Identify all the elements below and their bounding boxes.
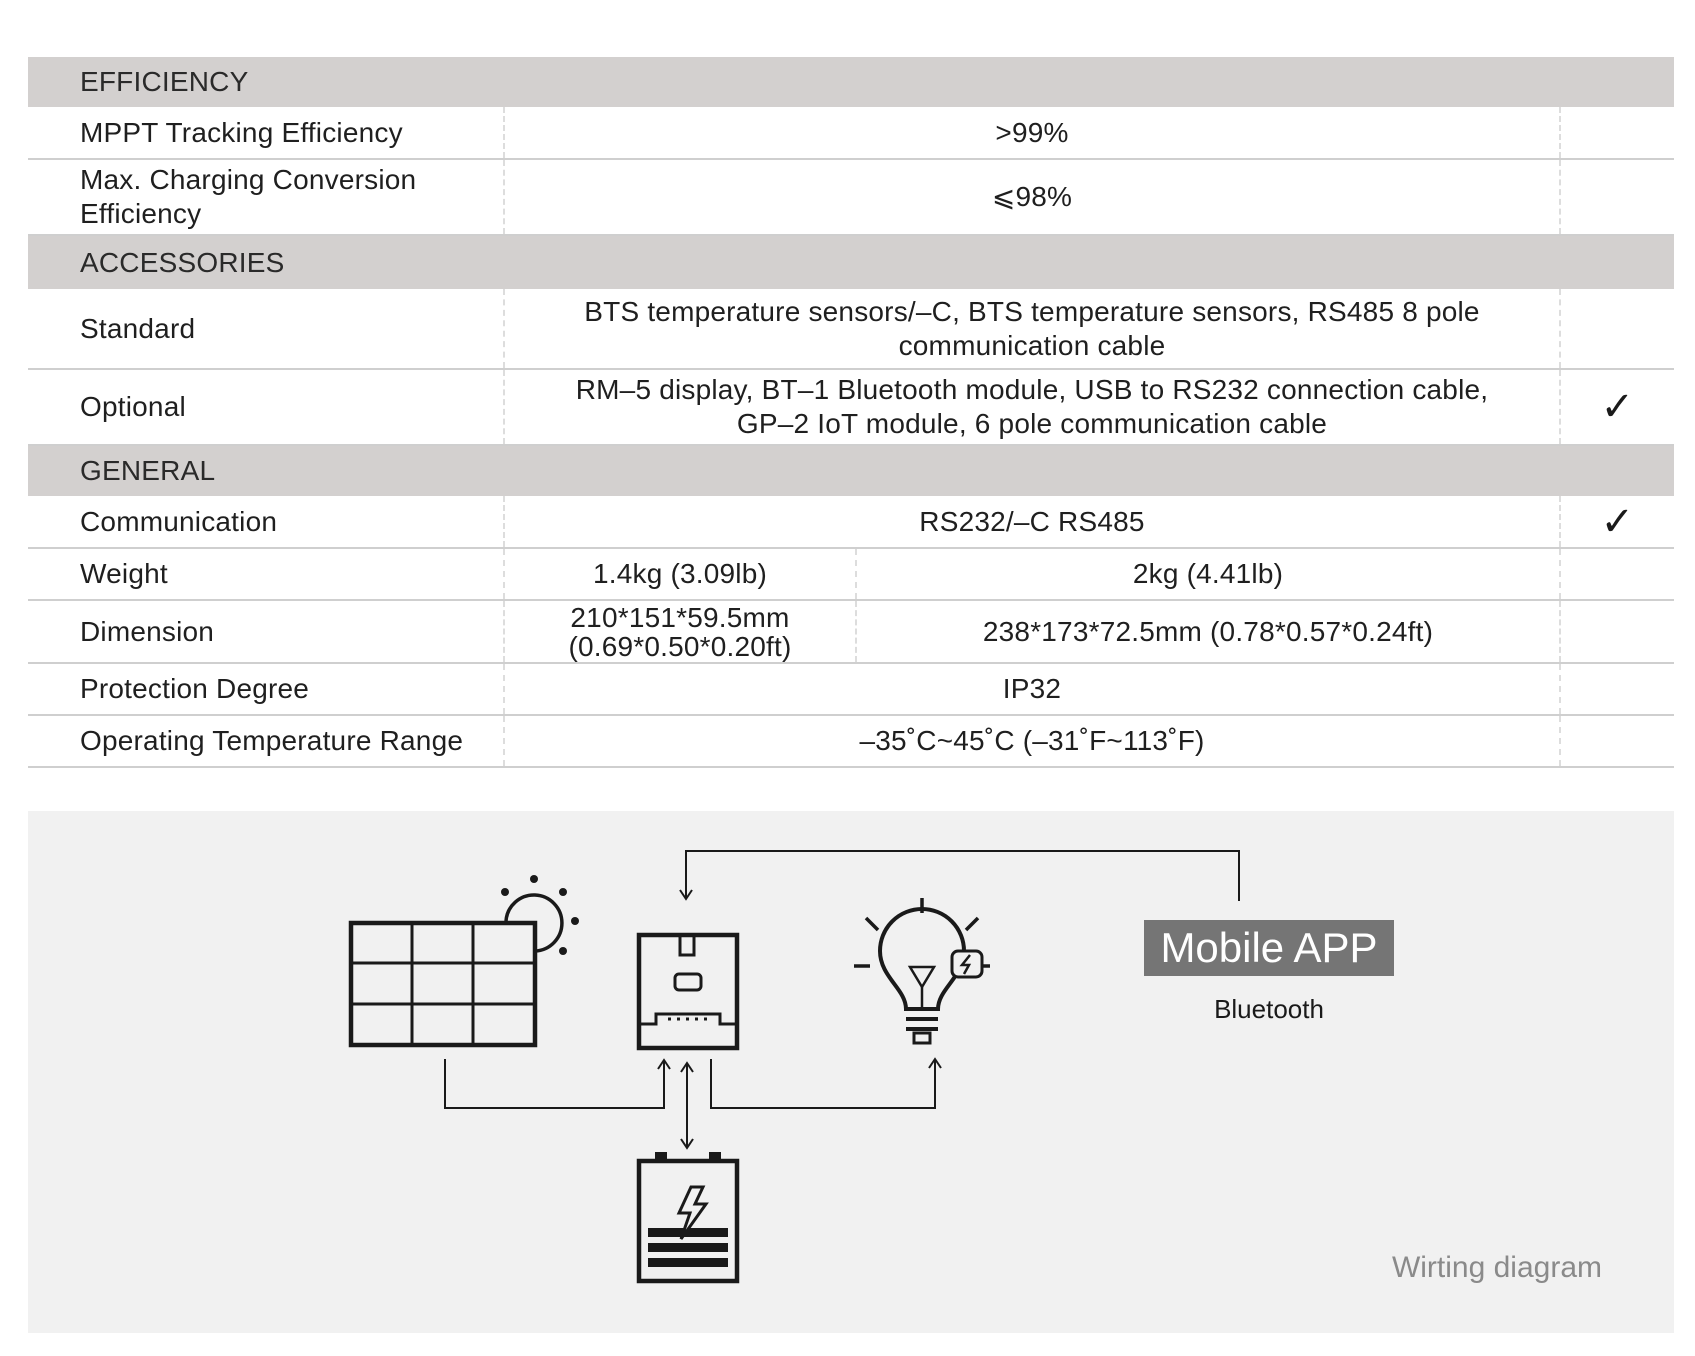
row-check-cell	[1560, 107, 1674, 159]
row-value-line: GP–2 IoT module, 6 pole communication cable	[736, 408, 1328, 439]
row-value: ⩽98%	[504, 159, 1560, 235]
row-value	[504, 289, 1560, 369]
row-value: >99%	[504, 107, 1560, 159]
row-check-cell	[1560, 663, 1674, 715]
row-value: IP32	[504, 663, 1560, 715]
row-label: Communication	[28, 496, 504, 548]
wiring-diagram-panel	[28, 811, 1674, 1333]
charge-controller-icon	[639, 935, 737, 1048]
row-label-line: Max. Charging Conversion	[80, 164, 417, 195]
table-row	[28, 548, 1674, 600]
row-label: Optional	[28, 369, 504, 445]
row-label: Protection Degree	[28, 663, 504, 715]
sun-icon	[501, 875, 579, 955]
row-label: Operating Temperature Range	[28, 715, 504, 767]
spec-table	[28, 57, 1674, 768]
diagram-caption: Wirting diagram	[1391, 1251, 1602, 1284]
row-label: Dimension	[28, 600, 504, 663]
table-row	[28, 715, 1674, 767]
section-efficiency	[28, 57, 1674, 107]
bluetooth-label: Bluetooth	[1214, 994, 1324, 1024]
row-check-cell	[1560, 159, 1674, 235]
table-row	[28, 289, 1674, 369]
light-bulb-icon	[854, 898, 990, 1043]
row-value-line: communication cable	[898, 329, 1166, 361]
row-check-cell	[1560, 289, 1674, 369]
row-check-cell	[1560, 715, 1674, 767]
row-value-line: BTS temperature sensors/–C, BTS temperature sensors, RS485 8 pole	[584, 295, 1480, 327]
row-value-line: RM–5 display, BT–1 Bluetooth module, USB to RS232 connection cable,	[575, 374, 1489, 405]
table-row	[28, 600, 1674, 663]
row-value	[504, 369, 1560, 445]
row-label-line: Efficiency	[80, 198, 202, 229]
row-label: MPPT Tracking Efficiency	[28, 107, 504, 159]
section-title: EFFICIENCY	[28, 57, 1674, 107]
battery-icon	[639, 1152, 737, 1281]
table-row	[28, 496, 1674, 548]
table-row	[28, 107, 1674, 159]
table-row	[28, 369, 1674, 445]
row-label: Standard	[28, 289, 504, 369]
section-accessories	[28, 235, 1674, 289]
section-title: ACCESSORIES	[28, 235, 1674, 289]
row-value-b: 238*173*72.5mm (0.78*0.57*0.24ft)	[856, 600, 1560, 663]
row-value-line: (0.69*0.50*0.20ft)	[568, 630, 792, 662]
section-title: GENERAL	[28, 445, 1674, 496]
mobile-app-label: Mobile APP	[1144, 920, 1394, 976]
table-row	[28, 159, 1674, 235]
row-value: –35˚C~45˚C (–31˚F~113˚F)	[504, 715, 1560, 767]
row-value-a: 1.4kg (3.09lb)	[504, 548, 856, 600]
row-value-b: 2kg (4.41lb)	[856, 548, 1560, 600]
row-value: RS232/–C RS485	[504, 496, 1560, 548]
row-check-cell	[1560, 548, 1674, 600]
section-general	[28, 445, 1674, 496]
row-label	[28, 159, 504, 235]
checkmark-icon: ✓	[1560, 369, 1674, 445]
checkmark-icon: ✓	[1560, 496, 1674, 548]
row-value-line: 210*151*59.5mm	[570, 601, 790, 633]
table-row	[28, 663, 1674, 715]
row-label: Weight	[28, 548, 504, 600]
solar-panel-icon	[351, 923, 535, 1045]
row-check-cell	[1560, 600, 1674, 663]
row-value-a	[504, 600, 856, 663]
